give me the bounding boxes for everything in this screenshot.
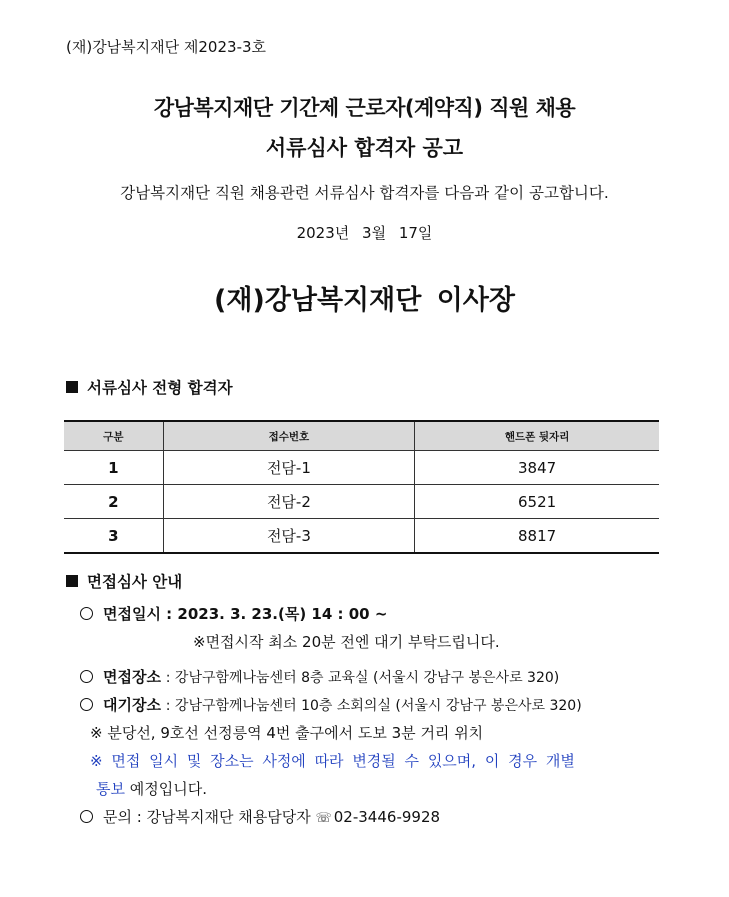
contact-phone: 02-3446-9928 bbox=[333, 808, 441, 826]
venue-line bbox=[80, 666, 559, 687]
column-header-category: 구분 bbox=[64, 421, 163, 451]
document-number: (재)강남복지재단 제2023-3호 bbox=[66, 38, 267, 56]
section-heading-results bbox=[66, 376, 233, 398]
waiting-value: : 강남구함께나눔센터 10층 소회의실 (서울시 강남구 봉은사로 320) bbox=[165, 698, 582, 714]
phone-icon: ☏ bbox=[315, 811, 332, 826]
filled-square-icon bbox=[66, 381, 78, 393]
table-row bbox=[64, 485, 659, 519]
interview-date-line bbox=[80, 603, 387, 624]
change-notice-cont bbox=[96, 778, 207, 799]
circle-bullet-icon bbox=[80, 810, 93, 823]
title-line-2: 서류심사 합격자 공고 bbox=[265, 136, 464, 160]
cell-receipt: 전담-3 bbox=[163, 519, 415, 554]
waiting-label: 대기장소 bbox=[103, 696, 161, 714]
issuer-name: (재)강남복지재단 이사장 bbox=[214, 285, 515, 316]
contact-line bbox=[80, 806, 440, 827]
column-header-phone-last-digits: 핸드폰 뒷자리 bbox=[415, 421, 659, 451]
lead-paragraph: 강남복지재단 직원 채용관련 서류심사 합격자를 다음과 같이 공고합니다. bbox=[120, 184, 609, 202]
table-row bbox=[64, 519, 659, 554]
cell-receipt: 전담-1 bbox=[163, 451, 415, 485]
section-heading-interview-label: 면접심사 안내 bbox=[87, 573, 183, 591]
table-row bbox=[64, 451, 659, 485]
results-table bbox=[64, 420, 659, 554]
announcement-date: 2023년 3월 17일 bbox=[296, 224, 433, 242]
title-line-1: 강남복지재단 기간제 근로자(계약직) 직원 채용 bbox=[153, 96, 576, 120]
filled-square-icon bbox=[66, 575, 78, 587]
venue-label: 면접장소 bbox=[103, 668, 161, 686]
circle-bullet-icon bbox=[80, 670, 93, 683]
section-heading-results-label: 서류심사 전형 합격자 bbox=[87, 379, 233, 397]
cell-no: 2 bbox=[64, 485, 163, 519]
change-notice: ※ 면접 일시 및 장소는 사정에 따라 변경될 수 있으며, 이 경우 개별 bbox=[90, 752, 575, 770]
table-header-row bbox=[64, 421, 659, 451]
cell-no: 1 bbox=[64, 451, 163, 485]
cell-no: 3 bbox=[64, 519, 163, 554]
interview-date-note: ※면접시작 최소 20분 전엔 대기 부탁드립니다. bbox=[193, 633, 500, 651]
circle-bullet-icon bbox=[80, 698, 93, 711]
change-notice-blue-part: 통보 bbox=[96, 780, 125, 798]
circle-bullet-icon bbox=[80, 607, 93, 620]
column-header-receipt-number: 접수번호 bbox=[163, 421, 415, 451]
cell-phone: 3847 bbox=[415, 451, 659, 485]
venue-value: : 강남구함께나눔센터 8층 교육실 (서울시 강남구 봉은사로 320) bbox=[165, 670, 560, 686]
waiting-line bbox=[80, 694, 582, 715]
section-heading-interview bbox=[66, 570, 182, 592]
directions-note: ※ 분당선, 9호선 선정릉역 4번 출구에서 도보 3분 거리 위치 bbox=[90, 724, 484, 742]
change-notice-black-part: 예정입니다. bbox=[124, 780, 207, 798]
cell-phone: 8817 bbox=[415, 519, 659, 554]
contact-text: 문의 : 강남복지재단 채용담당자 bbox=[103, 808, 316, 826]
interview-date-text: 면접일시 : 2023. 3. 23.(목) 14 : 00 ~ bbox=[103, 605, 388, 623]
cell-receipt: 전담-2 bbox=[163, 485, 415, 519]
cell-phone: 6521 bbox=[415, 485, 659, 519]
